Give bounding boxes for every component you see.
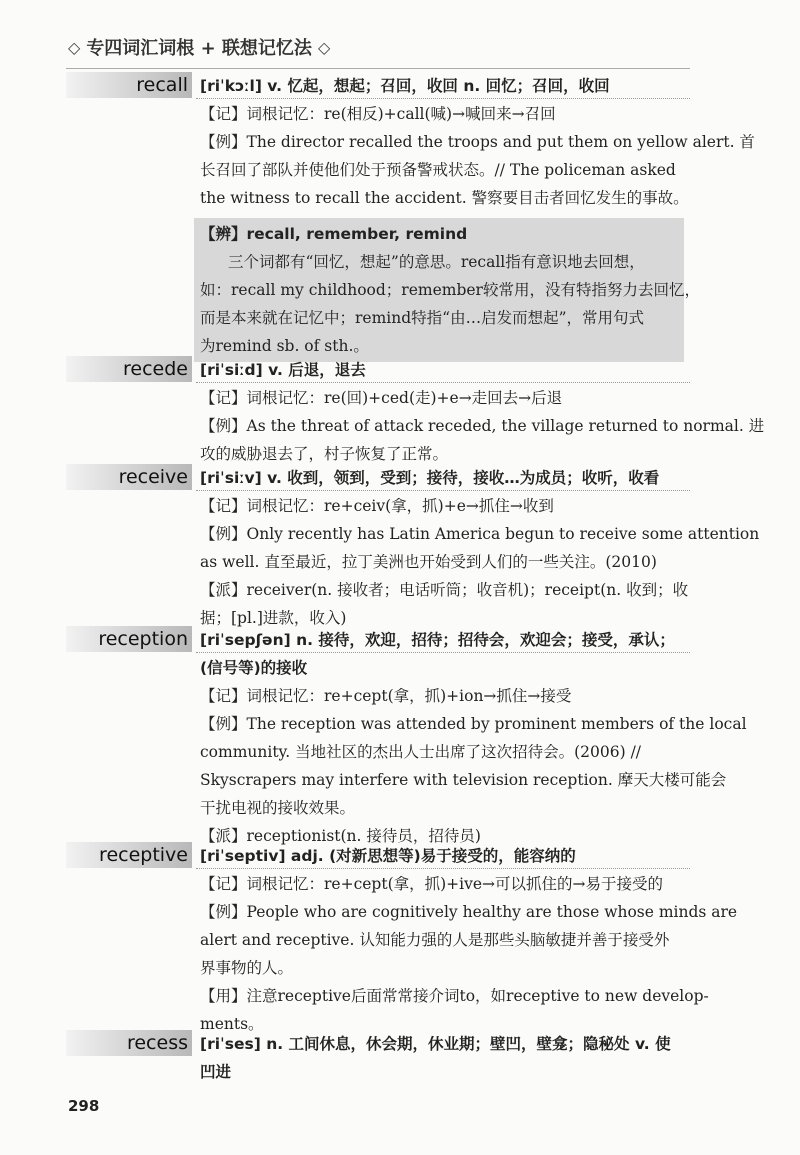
example-line: 【例】Only recently has Latin America begun to receive some attention — [200, 525, 760, 543]
distinction-box — [194, 218, 700, 362]
example-line: alert and receptive. 认知能力强的人是那些头脑敏捷并善于接受外 — [200, 931, 670, 949]
memory-line: 【记】词根记忆：re(相反)+call(喊)→喊回来→召回 — [200, 105, 556, 123]
header-title: 专四词汇词根 + 联想记忆法 — [86, 38, 312, 59]
definition-line: [riˈsepʃən] n. 接待，欢迎，招待；招待会，欢迎会；接受，承认； — [200, 631, 675, 649]
derivative-line: 【派】receiver(n. 接收者；电话听筒；收音机)；receipt(n. 收到；收 — [200, 581, 689, 599]
example-line: as well. 直至最近，拉丁美洲也开始受到人们的一些关注。(2010) — [200, 553, 657, 571]
definition-line: [riˈses] n. 工间休息，休会期，休业期；壁凹，壁龛；隐秘处 v. 使 — [200, 1035, 671, 1053]
running-header — [62, 33, 742, 61]
definition-line: [riˈseptiv] adj. (对新思想等)易于接受的，能容纳的 — [200, 847, 576, 865]
distinction-line: 为remind sb. of sth.。 — [200, 337, 369, 355]
definition-line: 凹进 — [200, 1063, 232, 1081]
example-line: 【例】The reception was attended by prominent members of the local — [200, 715, 747, 733]
definition-line: (信号等)的接收 — [200, 659, 308, 677]
example-line: 界事物的人。 — [200, 959, 294, 977]
derivative-line: 【派】receptionist(n. 接待员，招待员) — [200, 827, 481, 845]
distinction-title: 【辨】recall, remember, remind — [200, 225, 468, 243]
memory-line: 【记】词根记忆：re+ceiv(拿，抓)+e→抓住→收到 — [200, 497, 554, 515]
example-line: 干扰电视的接收效果。 — [200, 799, 356, 817]
memory-line: 【记】词根记忆：re+cept(拿，抓)+ive→可以抓住的→易于接受的 — [200, 875, 664, 893]
example-line: Skyscrapers may interfere with television reception. 摩天大楼可能会 — [200, 771, 727, 789]
distinction-line: 而是本来就在记忆中；remind特指“由…启发而想起”，常用句式 — [200, 309, 644, 327]
example-line: 【例】As the threat of attack receded, the village returned to normal. 进 — [200, 417, 765, 435]
example-line: the witness to recall the accident. 警察要目击者回忆发生的事故。 — [200, 189, 689, 207]
usage-line: ments。 — [200, 1015, 264, 1033]
headword: recede — [66, 356, 192, 382]
diamond-icon: ◇ — [317, 37, 331, 57]
example-line: community. 当地社区的杰出人士出席了这次招待会。(2006) // — [200, 743, 642, 761]
memory-line: 【记】词根记忆：re(回)+ced(走)+e→走回去→后退 — [200, 389, 563, 407]
headword: receive — [66, 464, 192, 490]
derivative-line: 据；[pl.]进款，收入) — [200, 609, 347, 627]
diamond-icon: ◇ — [68, 37, 81, 57]
distinction-line: 三个词都有“回忆，想起”的意思。recall指有意识地去回想， — [228, 253, 645, 271]
memory-line: 【记】词根记忆：re+cept(拿，抓)+ion→抓住→接受 — [200, 687, 572, 705]
distinction-line: 如：recall my childhood；remember较常用，没有特指努力去回忆， — [200, 281, 700, 299]
example-line: 攻的威胁退去了，村子恢复了正常。 — [200, 445, 449, 463]
example-line: 长召回了部队并使他们处于预备警戒状态。// The policeman asked — [200, 161, 676, 179]
example-line: 【例】People who are cognitively healthy are those whose minds are — [200, 903, 738, 921]
header-rule — [66, 68, 690, 69]
headword: recess — [66, 1030, 192, 1056]
headword: receptive — [66, 842, 192, 868]
headword: recall — [66, 72, 192, 98]
page-number: 298 — [68, 1097, 100, 1115]
usage-line: 【用】注意receptive后面常常接介词to，如receptive to new develop- — [200, 987, 709, 1005]
definition-line: [riˈsiːd] v. 后退，退去 — [200, 361, 366, 379]
example-line: 【例】The director recalled the troops and put them on yellow alert. 首 — [200, 133, 755, 151]
definition-line: [riˈkɔːl] v. 忆起，想起；召回，收回 n. 回忆；召回，收回 — [200, 77, 610, 95]
headword: reception — [66, 626, 192, 652]
definition-line: [riˈsiːv] v. 收到，领到，受到；接待，接收…为成员；收听，收看 — [200, 469, 660, 487]
